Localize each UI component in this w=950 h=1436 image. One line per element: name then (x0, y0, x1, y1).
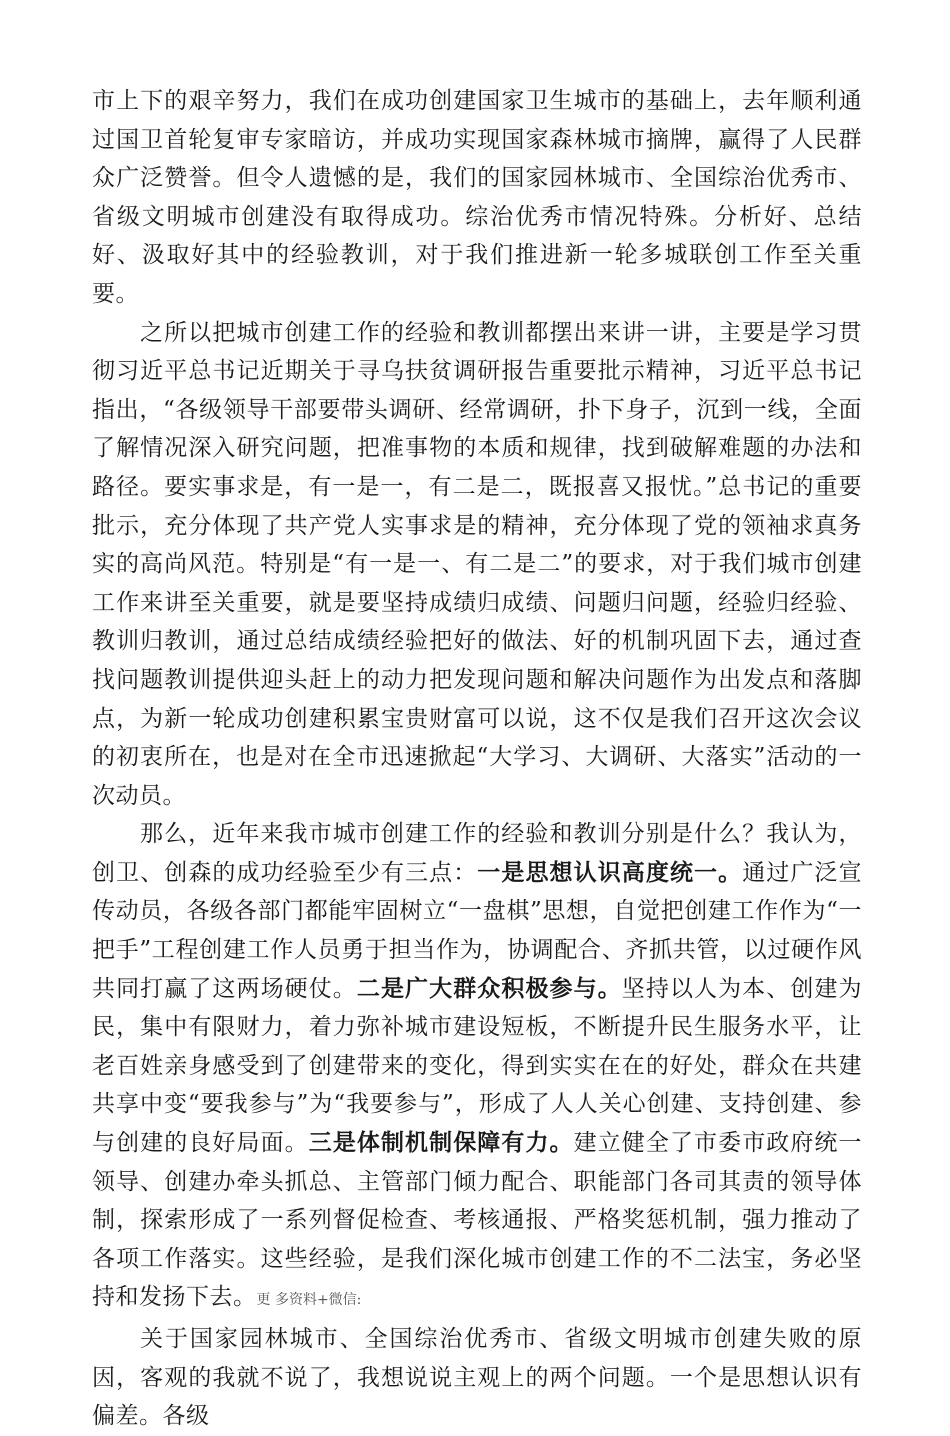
paragraph-2 (92, 314, 862, 816)
watermark-note: 更 多资料+微信: (256, 1292, 362, 1309)
point-two-text: 坚持以人为本、创建为民，集中有限财力，着力弥补城市建设短板，不断提升民生服务水平，让老百姓亲身感受到了创建带来的变化，得到实实在在的好处，群众在共建共享中变“要我参与”为“我要参与”，形成了人人关心创建、支持创建、参与创建的良好局面。 (92, 975, 863, 1157)
point-three-text: 建立健全了市委市政府统一领导、创建办牵头抓总、主管部门倾力配合、职能部门各司其责的领导体制，探索形成了一系列督促检查、考核通报、严格奖惩机制，强力推动了各项工作落实。这些经验，是我们深化城市创建工作的不二法宝，务必坚持和发扬下去。 (92, 1130, 863, 1311)
paragraph-1-text: 市上下的艰辛努力，我们在成功创建国家卫生城市的基础上，去年顺利通过国卫首轮复审专家暗访，并成功实现国家森林城市摘牌，赢得了人民群众广泛赞誉。但令人遗憾的是，我们的国家园林城市、全国综治优秀市、省级文明城市创建没有取得成功。综治优秀市情况特殊。分析好、总结好、汲取好其中的经验教训，对于我们推进新一轮多城联创工作至关重要。 (92, 88, 862, 307)
paragraph-3-intro: 那么，近年来我市城市创建工作的经验和教训分别是什么？我认为，创卫、创森的成功经验至少有三点： (92, 821, 862, 886)
point-two-heading: 二是广大群众积极参与。 (356, 975, 622, 1002)
paragraph-1 (92, 82, 862, 314)
point-three-heading: 三是体制机制保障有力。 (308, 1130, 574, 1157)
paragraph-2-text: 之所以把城市创建工作的经验和教训都摆出来讲一讲，主要是学习贯彻习近平总书记近期关于寻乌扶贫调研报告重要批示精神，习近平总书记指出，“各级领导干部要带头调研、经常调研，扑下身子，沉到一线，全面了解情况深入研究问题，把准事物的本质和规律，找到破解难题的办法和路径。要实事求是，有一是一，有二是二，既报喜又报忧。”总书记的重要批示，充分体现了共产党人实事求是的精神，充分体现了党的领袖求真务实的高尚风范。特别是“有一是一、有二是二”的要求，对于我们城市创建工作来讲至关重要，就是要坚持成绩归成绩、问题归问题，经验归经验、教训归教训，通过总结成绩经验把好的做法、好的机制巩固下去，通过查找问题教训提供迎头赶上的动力把发现问题和解决问题作为出发点和落脚点，为新一轮成功创建积累宝贵财富可以说，这不仅是我们召开这次会议的初衷所在，也是对在全市迅速掀起“大学习、大调研、大落实”活动的一次动员。 (92, 319, 862, 809)
point-one-text: 通过广泛宣传动员，各级各部门都能牢固树立“一盘棋”思想，自觉把创建工作作为“一把手”工程创建工作人员勇于担当作为，协调配合、齐抓共管，以过硬作风共同打赢了这两场硬仗。 (92, 859, 863, 1002)
paragraph-4-text: 关于国家园林城市、全国综治优秀市、省级文明城市创建失败的原因，客观的我就不说了，我想说说主观上的两个问题。一个是思想认识有偏差。各级 (92, 1326, 862, 1430)
paragraph-4 (92, 1320, 862, 1436)
paragraph-3 (92, 815, 862, 1320)
point-one-heading: 一是思想认识高度统一。 (477, 859, 743, 886)
document-page (92, 82, 862, 1436)
